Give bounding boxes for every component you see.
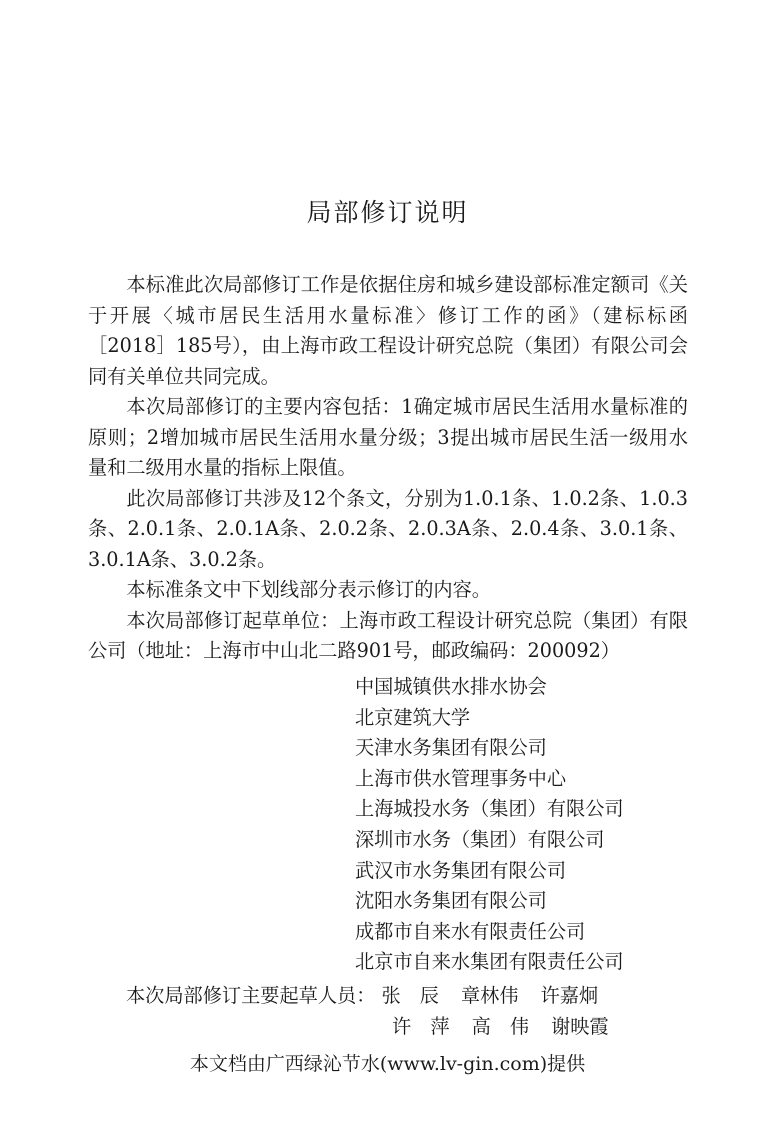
body-text — [88, 270, 688, 667]
paragraph-drafting-unit: 本次局部修订起草单位：上海市政工程设计研究总院（集团）有限公司（地址：上海市中山北二路901号，邮政编码：200092） — [88, 608, 688, 662]
drafter-name: 张 辰 — [381, 984, 439, 1007]
drafters-label: 本次局部修订主要起草人员： — [126, 984, 376, 1007]
unit-item: 中国城镇供水排水协会 — [355, 675, 547, 698]
drafter-name: 高 伟 — [471, 1014, 530, 1038]
unit-item: 北京市自来水集团有限责任公司 — [355, 950, 624, 974]
drafter-name: 许 萍 — [392, 1014, 450, 1038]
drafter-name: 许嘉炯 — [540, 984, 599, 1007]
paragraph-underline-note: 本标准条文中下划线部分表示修订的内容。 — [126, 578, 491, 601]
unit-item: 武汉市水务集团有限公司 — [355, 858, 567, 882]
paragraph-main-content: 本次局部修订的主要内容包括：1确定城市居民生活用水量标准的原则；2增加城市居民生活用水量分级；3提出城市居民生活一级用水量和二级用水量的指标上限值。 — [88, 395, 688, 479]
drafters-section — [88, 981, 708, 1042]
page-title: 局部修订说明 — [306, 198, 469, 227]
unit-item: 深圳市水务（集团）有限公司 — [355, 827, 605, 851]
unit-item: 沈阳水务集团有限公司 — [355, 889, 547, 913]
footer-source-note: 本文档由广西绿沁节水(www.lv-gin.com)提供 — [189, 1053, 586, 1075]
drafter-name: 谢映霞 — [551, 1014, 609, 1038]
unit-item: 上海市供水管理事务中心 — [355, 766, 567, 790]
unit-item: 成都市自来水有限责任公司 — [355, 919, 586, 943]
unit-item: 天津水务集团有限公司 — [355, 736, 547, 760]
paragraph-basis: 本标准此次局部修订工作是依据住房和城乡建设部标准定额司《关于开展〈城市居民生活用水量标准〉修订工作的函》（建标标函［2018］185号），由上海市政工程设计研究总院（集团）有限公司会同有关单位共同完成。 — [88, 273, 688, 388]
unit-item: 上海城投水务（集团）有限公司 — [355, 797, 624, 821]
drafter-name: 章林伟 — [461, 984, 519, 1007]
paragraph-clauses: 此次局部修订共涉及12个条文，分别为1.0.1条、1.0.2条、1.0.3条、2.0.1条、2.0.1A条、2.0.2条、2.0.3A条、2.0.4条、3.0.1条、3.0.1A条、3.0.2条。 — [88, 486, 688, 571]
unit-item: 北京建筑大学 — [355, 705, 471, 729]
participating-units-list — [355, 672, 624, 978]
